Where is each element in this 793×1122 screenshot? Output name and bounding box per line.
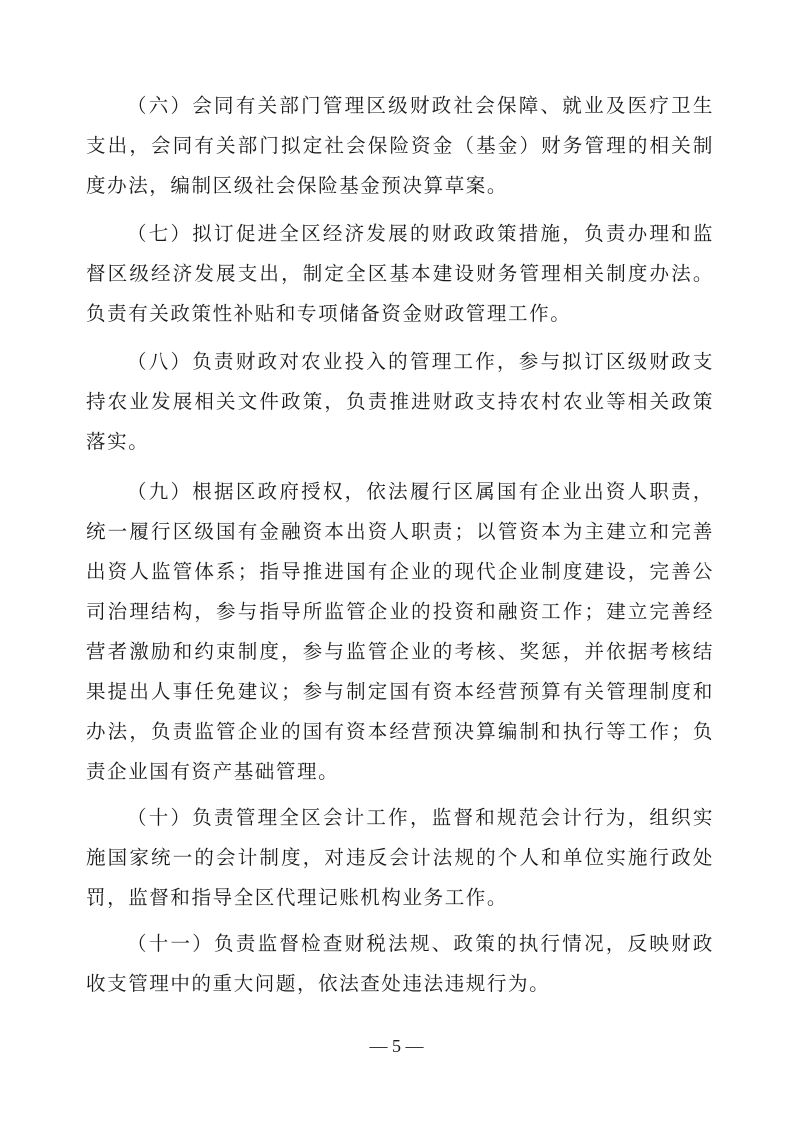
paragraph-10: （十）负责管理全区会计工作，监督和规范会计行为，组织实施国家统一的会计制度，对违反会计法规的个人和单位实施行政处罚，监督和指导全区代理记账机构业务工作。: [86, 806, 714, 909]
page-number: — 5 —: [369, 1036, 424, 1056]
paragraph-11: （十一）负责监督检查财税法规、政策的执行情况，反映财政收支管理中的重大问题，依法查处违法违规行为。: [86, 932, 714, 995]
paragraph-6: （六）会同有关部门管理区级财政社会保障、就业及医疗卫生支出，会同有关部门拟定社会保险资金（基金）财务管理的相关制度办法，编制区级社会保险基金预决算草案。: [86, 94, 714, 197]
paragraph-8: （八）负责财政对农业投入的管理工作，参与拟订区级财政支持农业发展相关文件政策，负责推进财政支持农村农业等相关政策落实。: [86, 350, 714, 453]
paragraph-7: （七）拟订促进全区经济发展的财政政策措施，负责办理和监督区级经济发展支出，制定全区基本建设财务管理相关制度办法。负责有关政策性补贴和专项储备资金财政管理工作。: [86, 222, 714, 325]
paragraph-9: （九）根据区政府授权，依法履行区属国有企业出资人职责，统一履行区级国有金融资本出资人职责；以管资本为主建立和完善出资人监管体系；指导推进国有企业的现代企业制度建设，完善公司治理结构，参与指导所监管企业的投资和融资工作；建立完善经营者激励和约束制度，参与监管企业的考核、奖惩，并依据考核结果提出人事任免建议；参与制定国有资本经营预算有关管理制度和办法，负责监管企业的国有资本经营预决算编制和执行等工作；负责企业国有资产基础管理。: [86, 480, 714, 783]
document-body: [86, 86, 714, 1004]
